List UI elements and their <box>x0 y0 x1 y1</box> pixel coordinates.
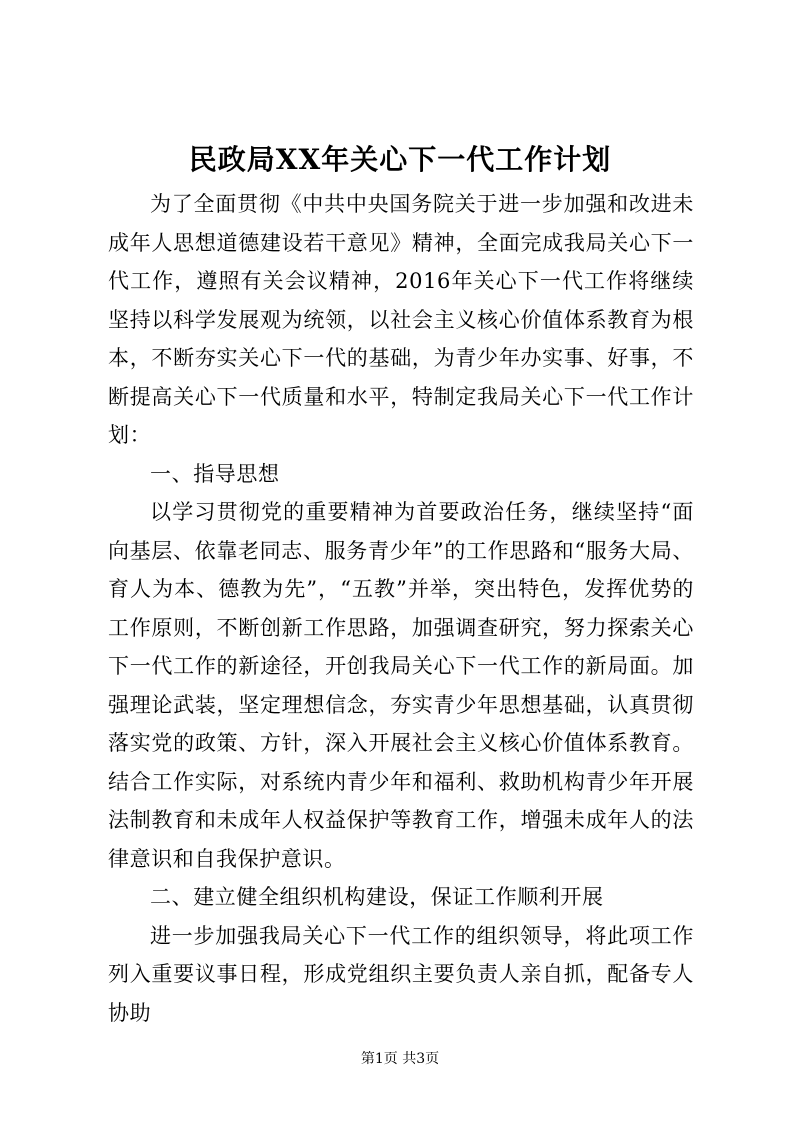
section-heading-guiding-ideology: 一、指导思想 <box>150 461 280 486</box>
organization-paragraph: 进一步加强我局关心下一代工作的组织领导，将此项工作列入重要议事日程，形成党组织主要负责人亲自抓，配备专人协助 <box>108 923 694 1025</box>
intro-paragraph: 为了全面贯彻《中共中央国务院关于进一步加强和改进未成年人思想道德建设若干意见》精神，全面完成我局关心下一代工作，遵照有关会议精神，2016年关心下一代工作将继续坚持以科学发展观为统领，以社会主义核心价值体系教育为根本，不断夯实关心下一代的基础，为青少年办实事、好事，不断提高关心下一代质量和水平，特制定我局关心下一代工作计划： <box>108 192 694 447</box>
section-heading-organization: 二、建立健全组织机构建设，保证工作顺利开展 <box>150 885 604 909</box>
page-footer: 第1页 共3页 <box>360 1051 440 1067</box>
guiding-ideology-paragraph: 以学习贯彻党的重要精神为首要政治任务，继续坚持“面向基层、依靠老同志、服务青少年”的工作思路和“服务大局、育人为本、德教为先”，“五教”并举，突出特色，发挥优势的工作原则，不断创新工作思路，加强调查研究，努力探索关心下一代工作的新途径，开创我局关心下一代工作的新局面。加强理论武装，坚定理想信念，夯实青少年思想基础，认真贯彻落实党的政策、方针，深入开展社会主义核心价值体系教育。结合工作实际，对系统内青少年和福利、救助机构青少年开展法制教育和未成年人权益保护等教育工作，增强未成年人的法律意识和自我保护意识。 <box>108 500 694 871</box>
document-title: 民政局XX年关心下一代工作计划 <box>188 143 612 176</box>
document-body <box>108 185 694 1032</box>
